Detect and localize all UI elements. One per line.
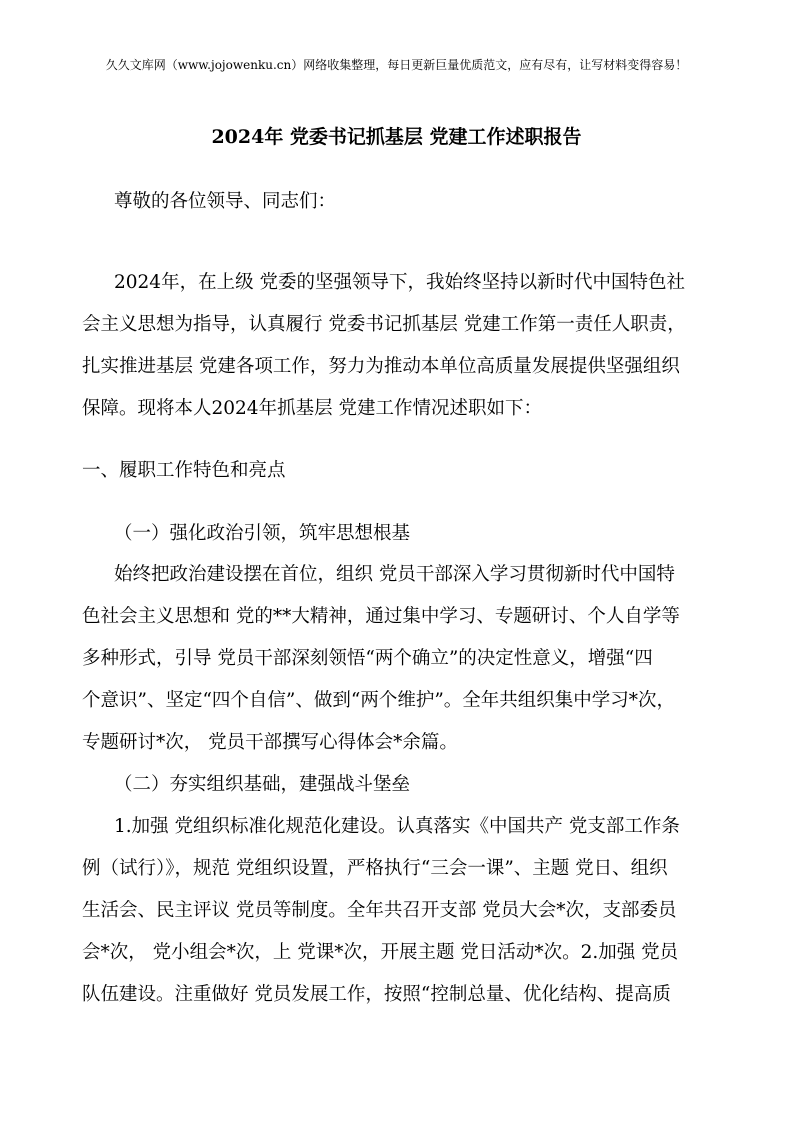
paragraph-line: 1.加强 党组织标准化规范化建设。认真落实《中国共产 党支部工作条	[114, 816, 680, 837]
paragraph-line: 生活会、民主评议 党员等制度。全年共召开支部 党员大会*次，支部委员	[82, 900, 677, 921]
paragraph-line: 扎实推进基层 党建各项工作，努力为推动本单位高质量发展提供坚强组织	[82, 356, 680, 377]
paragraph-line: 个意识”、坚定“四个自信”、做到“两个维护”。全年共组织集中学习*次，	[82, 690, 676, 711]
paragraph-line: 始终把政治建设摆在首位，组织 党员干部深入学习贯彻新时代中国特	[114, 564, 675, 585]
paragraph-line: 保障。现将本人2024年抓基层 党建工作情况述职如下：	[82, 398, 542, 419]
paragraph-line: 2024年，在上级 党委的坚强领导下，我始终坚持以新时代中国特色社	[114, 272, 685, 293]
document-title: 2024年 党委书记抓基层 党建工作述职报告	[211, 126, 582, 148]
section-heading: 一、履职工作特色和亮点	[82, 460, 286, 481]
subsection-heading: （二）夯实组织基础，建强战斗堡垒	[114, 774, 411, 795]
paragraph-line: 队伍建设。注重做好 党员发展工作，按照“控制总量、优化结构、提高质	[82, 984, 671, 1005]
paragraph-line: 会*次， 党小组会*次，上 党课*次，开展主题 党日活动*次。2.加强 党员	[82, 942, 679, 963]
paragraph-line: 多种形式，引导 党员干部深刻领悟“两个确立”的决定性意义，增强“四	[82, 648, 653, 669]
paragraph-line: 会主义思想为指导，认真履行 党委书记抓基层 党建工作第一责任人职责，	[82, 314, 686, 335]
subsection-heading: （一）强化政治引领，筑牢思想根基	[114, 523, 411, 544]
paragraph-line: 例（试行）》，规范 党组织设置，严格执行“三会一课”、主题 党日、组织	[82, 858, 668, 879]
paragraph-line: 专题研讨*次， 党员干部撰写心得体会*余篇。	[82, 732, 458, 753]
header-note: 久久文库网（www.jojowenku.cn）网络收集整理，每日更新巨量优质范文，应有尽有，让写材料变得容易！	[105, 58, 688, 72]
paragraph-line: 色社会主义思想和 党的**大精神，通过集中学习、专题研讨、个人自学等	[82, 606, 680, 627]
greeting: 尊敬的各位领导、同志们：	[114, 191, 337, 212]
